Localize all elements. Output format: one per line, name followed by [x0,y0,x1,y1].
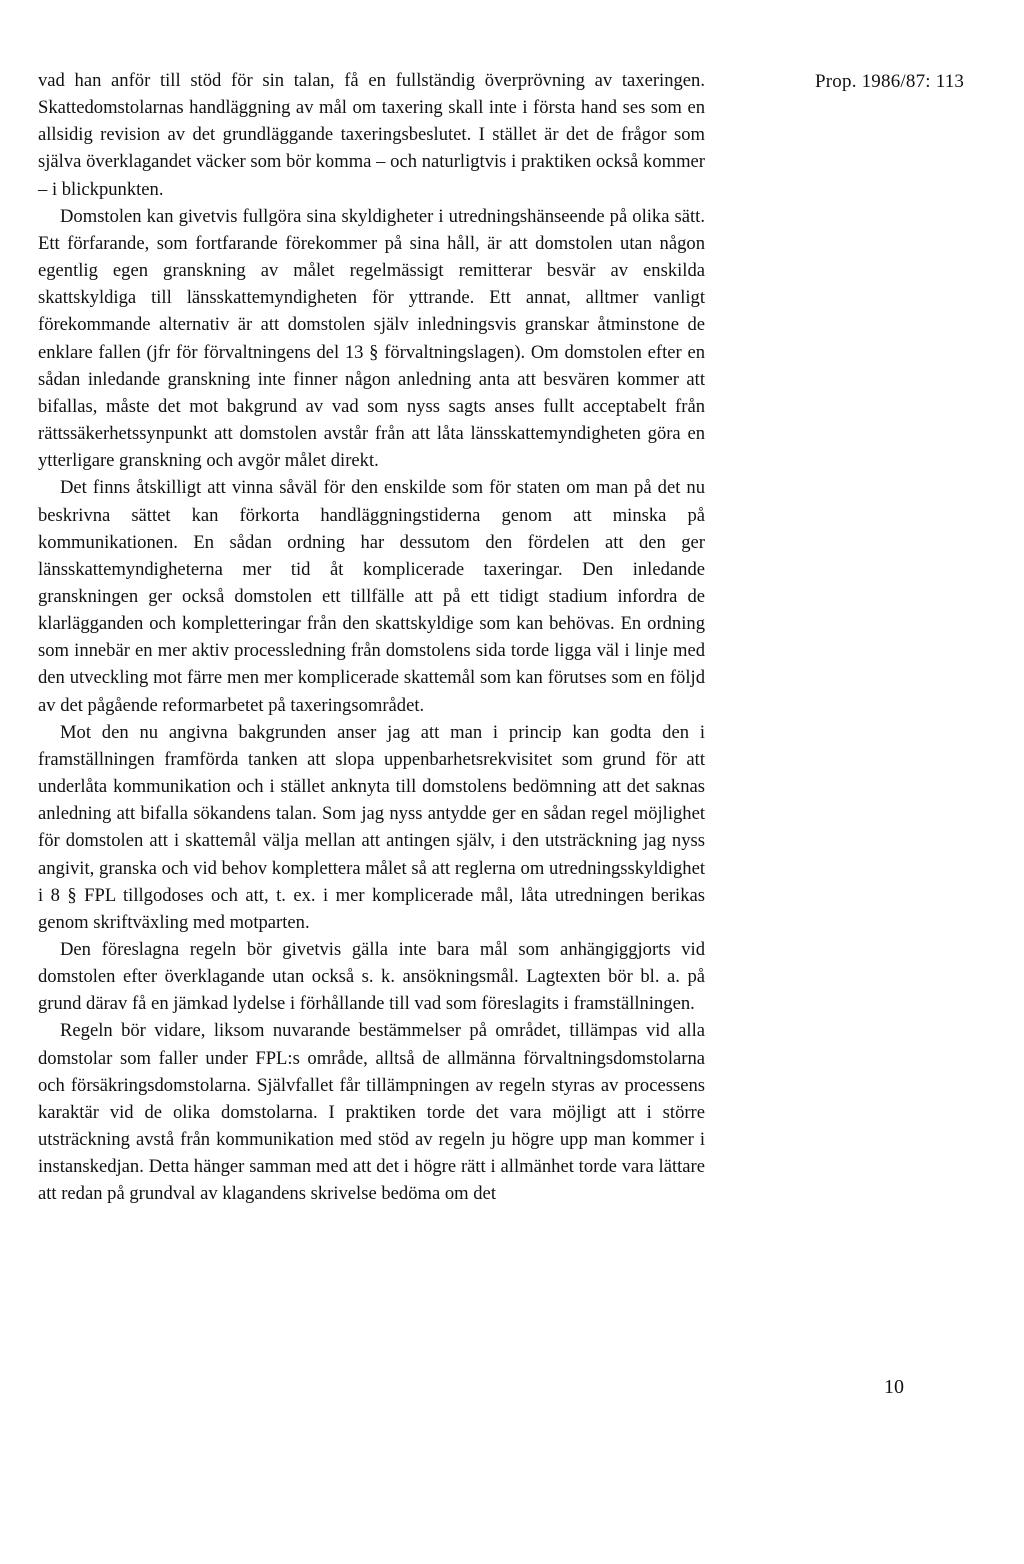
paragraph-5: Den föreslagna regeln bör givetvis gälla inte bara mål som anhängiggjorts vid domstolen efter överklagande utan också s. k. ansökningsmål. Lagtexten bör bl. a. på grund därav få en jämkad lydelse i förhållande till vad som föreslagits i framställningen. [38,939,705,1015]
paragraph-6: Regeln bör vidare, liksom nuvarande bestämmelser på området, tillämpas vid alla domstolar som faller under FPL:s område, alltså de allmänna förvaltningsdomstolarna och försäkringsdomstolarna. Självfallet får tillämpningen av regeln styras av processens karaktär vid de olika domstolarna. I praktiken torde det vara möjligt att i större utsträckning avstå från kommunikation med stöd av regeln ju högre upp man kommer i instanskedjan. Detta hänger samman med att det i högre rätt i allmänhet torde vara lättare att redan på grundval av klagandens skrivelse bedöma om det [38,1020,705,1205]
body-text [38,67,705,1208]
page-number: 10 [884,1376,904,1398]
paragraph-1: vad han anför till stöd för sin talan, få en fullständig överprövning av taxeringen. Skattedomstolarnas handläggning av mål om taxering skall inte i första hand ses som en allsidig revision av det grundläggande taxeringsbeslutet. I stället är det de frågor som själva överklagandet väcker som bör komma – och naturligtvis i praktiken också kommer – i blickpunkten. [38,70,705,200]
paragraph-2: Domstolen kan givetvis fullgöra sina skyldigheter i utredningshänseende på olika sätt. Ett förfarande, som fortfarande förekommer på sina håll, är att domstolen utan någon egentlig egen granskning av målet regelmässigt remitterar besvär av enskilda skattskyldiga till länsskattemyndigheten för yttrande. Ett annat, alltmer vanligt förekommande alternativ är att domstolen själv inledningsvis granskar åtminstone de enklare fallen (jfr för förvaltningens del 13 § förvaltningslagen). Om domstolen efter en sådan inledande granskning inte finner någon anledning anta att besvären kommer att bifallas, måste det mot bakgrund av vad som nyss sagts anses fullt acceptabelt från rättssäkerhetssynpunkt att domstolen avstår från att låta länsskattemyndigheten göra en ytterligare granskning och avgör målet direkt. [38,205,705,472]
paragraph-4: Mot den nu angivna bakgrunden anser jag att man i princip kan godta den i framställningen framförda tanken att slopa uppenbarhetsrekvisitet som grund för att underlåta kommunikation och i stället anknyta till domstolens bedömning att det saknas anledning att bifalla sökandens talan. Som jag nyss antydde ger en sådan regel möjlighet för domstolen att i skattemål välja mellan att antingen själv, i den utsträckning jag nyss angivit, granska och vid behov komplettera målet så att reglerna om utredningsskyldighet i 8 § FPL tillgodoses och att, t. ex. i mer komplicerade mål, låta utredningen berikas genom skriftväxling med motparten. [38,721,705,933]
paragraph-3: Det finns åtskilligt att vinna såväl för den enskilde som för staten om man på det nu beskrivna sättet kan förkorta handläggningstiderna genom att minska på kommunikationen. En sådan ordning har dessutom den fördelen att den ger länsskattemyndigheterna mer tid åt komplicerade taxeringar. Den inledande granskningen ger också domstolen ett tillfälle att på ett tidigt stadium infordra de klarlägganden och kompletteringar från den skattskyldige som kan behövas. En ordning som innebär en mer aktiv processledning från domstolens sida torde ligga väl i linje med den utveckling mot färre men mer komplicerade skattemål som kan förutses som en följd av det pågående reformarbetet på taxeringsområdet. [38,477,705,716]
document-reference: Prop. 1986/87: 113 [815,71,965,92]
